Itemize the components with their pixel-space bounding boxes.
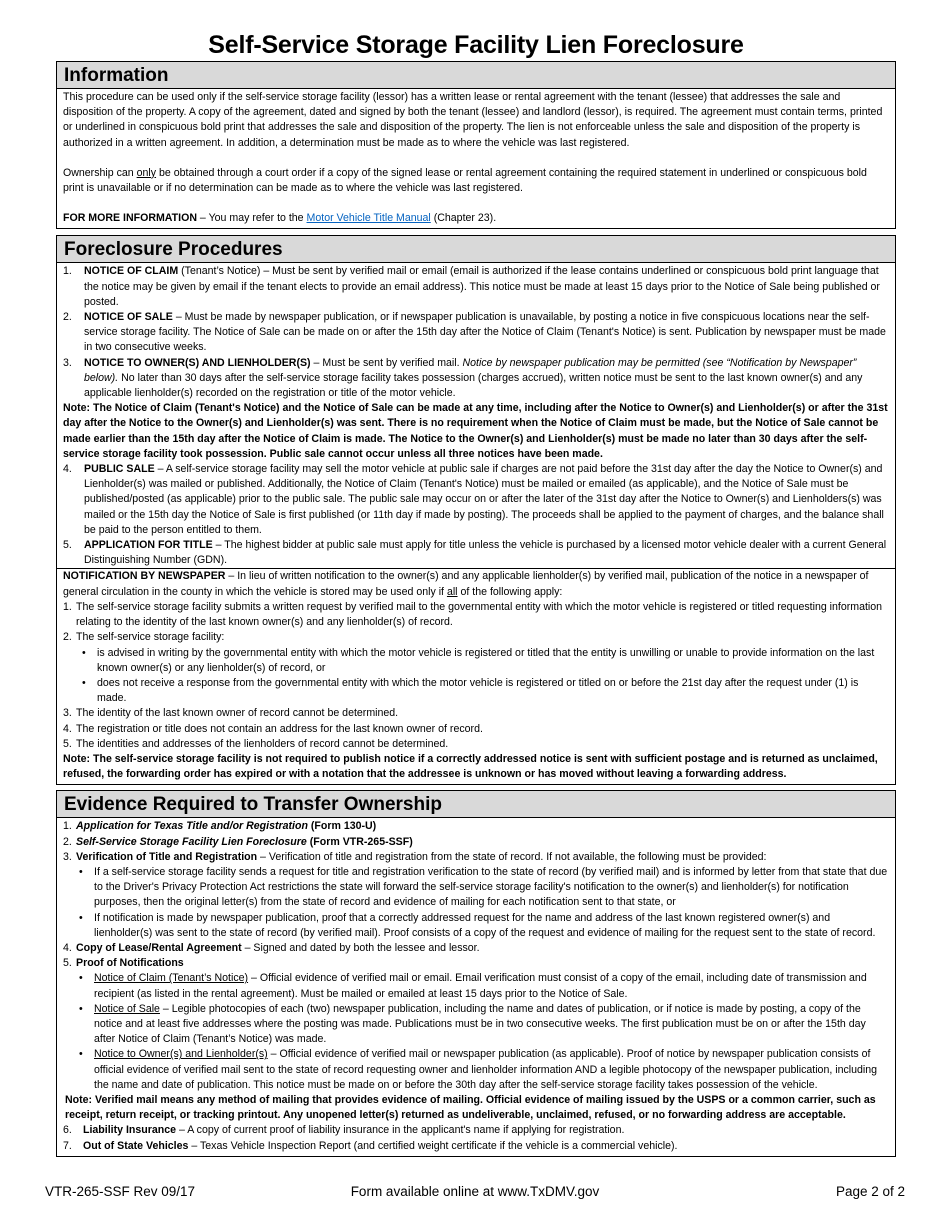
evidence-heading: Evidence Required to Transfer Ownership: [57, 791, 895, 818]
info-paragraph-1: This procedure can be used only if the self-service storage facility (lessor) has a written lease or rental agreement with the tenant (lessee) that addresses the sale and disposition of the property. A copy of the agreement, dated and signed by both the tenant (lessee) and landlord (lessor), is required. The agreement must contain terms, printed or underlined in conspicuous bold print that addresses the sale and disposition of the property. The lien is not enforceable unless the sale and disposition of the property is authorized in a written agreement. In addition, a determination must be made as to where the vehicle was last registered.: [63, 91, 883, 149]
list-item: 1. The self-service storage facility submits a written request by verified mail to the governmental entity with which the motor vehicle is registered or titled requesting information relating to the identity of the last known owner(s) and any lienholder(s) of record.: [63, 600, 883, 629]
list-item: 4. Copy of Lease/Rental Agreement – Signed and dated by both the lessee and lessor.: [63, 941, 480, 954]
bullet-item: • is advised in writing by the governmental entity with which the motor vehicle is registered or titled that the entity is unwilling or unable to provide information on the last known owner(s) or any lienholder(s) of record, or: [79, 646, 889, 676]
list-item: 7. Out of State Vehicles – Texas Vehicle Inspection Report (and certified weight certificate if the vehicle is a commercial vehicle).: [63, 1139, 678, 1152]
info-paragraph-2: Ownership can only be obtained through a court order if a copy of the signed lease or rental agreement containing the required statement in underlined or conspicuous bold print is unavailable or if no determination can be made as to where the vehicle was last registered.: [63, 166, 867, 195]
list-item: 1. Application for Texas Title and/or Registration (Form 130-U): [63, 820, 377, 833]
foreclosure-note: Note: The Notice of Claim (Tenant's Notice) and the Notice of Sale can be made at any time, including after the Notice to Owner(s) and Lienholder(s) or after the 31st day after the Notice to the Owner(s) and Lienholder(s) was sent. There is no requirement when the Notice of Claim must be made, but the Notice of Sale cannot be made earlier than the 15th day after the Notice of Claim is made. The Notice to the Owner(s) and Lienholder(s) must be made no later than 30 days after the self-service storage facility took possession. Public sale cannot occur unless all three notices have been made.: [63, 402, 888, 460]
bullet-item: • If notification is made by newspaper publication, proof that a correctly addressed request for the name and address of the last known registered owner(s) and lienholder(s) was sent to the state of record (by verified mail). Proof consists of a copy of the request and evidence of mailing for the request sent to the state of record.: [76, 911, 889, 941]
bullet-item: • If a self-service storage facility sends a request for title and registration verification to the state of record (by verified mail) and is informed by letter from that state that due to the Driver's Privacy Protection Act restrictions the state will forward the self-service storage facility's notification to the owner(s) and lienholder(s) for notification purposes, then the original letter(s) from the state of record and evidence of mailing for each notification sent to that state, or: [76, 865, 889, 911]
list-item: 4. The registration or title does not contain an address for the last known owner of record.: [63, 722, 483, 735]
list-item: 5. The identities and addresses of the lienholders of record cannot be determined.: [63, 737, 449, 750]
bullet-item: • Notice to Owner(s) and Lienholder(s) – Official evidence of verified mail or newspaper publication (as applicable). Proof of notice by newspaper publication consists of official evidence of verified mail sent to the state of record requesting owner and lienholder information AND a legible photocopy of the newspaper publication, including the name and date of publication. This notice must be made on or before the 30th day after the self-service storage facility takes possession of the vehicle.: [76, 1047, 889, 1093]
bullet-item: • Notice of Sale – Legible photocopies of each (two) newspaper publication, including the name and dates of publication, or if notice is made by posting, a copy of the notice and at least five addresses where the posting was made. Publications must be in two consecutive weeks. The first publication must be on or after the 15th day after Notice of Claim (Tenant’s Notice) was made.: [76, 1002, 889, 1048]
form-online-notice: Form available online at www.TxDMV.gov: [350, 1184, 600, 1199]
information-section: [56, 61, 896, 229]
list-item: 3. NOTICE TO OWNER(S) AND LIENHOLDER(S) – Must be sent by verified mail. Notice by newspaper publication may be permitted (see “Notification by Newspaper” below). No later than 30 days after the self-service storage facility takes possession (charges accrued), written notice must be sent to the last known owner(s) and any applicable lienholder(s) recorded on the registration or title of the motor vehicle.: [63, 356, 863, 400]
list-item: 3. Verification of Title and Registration – Verification of title and registration from the state of record. If not available, the following must be provided: • If a self-service storage facility sends a request for title and registration verification to the state of record (by verified mail) and is informed by letter from that state that due to the Driver's Privacy Protection Act restrictions the state will forward the self-service storage facility's notification to the owner(s) and lienholder(s) for notification purposes, then the original letter(s) from the state of record and evidence of mailing for each notification sent to that state, or • If notification is made by newspaper publication, proof that a correctly addressed request for the name and address of the last known registered owner(s) and lienholder(s) was sent to the state of record (by verified mail). Proof consists of a copy of the request and evidence of mailing for the request sent to the state of record.: [63, 850, 889, 941]
information-heading: Information: [57, 62, 895, 89]
list-item: 1. NOTICE OF CLAIM (Tenant’s Notice) – Must be sent by verified mail or email (email is authorized if the lease contains underlined or conspicuous bold print language that the notice may be given by email if the tenant elects to provide an email address). This notice must be made at least 15 days prior to the Notice of Sale being published or posted.: [63, 265, 880, 308]
foreclosure-heading: Foreclosure Procedures: [57, 236, 895, 263]
list-item: 4. PUBLIC SALE – A self-service storage facility may sell the motor vehicle at public sale if charges are not paid before the 31st day after the day the Notice to Owner(s) and Lienholder(s) was mailed or published. Additionally, the Notice of Claim (Tenant's Notice) must be mailed or emailed (as applicable), and the Notice of Sale must be published/posted (as applicable) prior to the public sale. The public sale may occur on or after the later of the 31st day after the Notice to Owner(s) and Lienholders(s) was mailed or the 15th day the Notice of Sale is first published (or 11th day if made by posting). The proceeds shall be applied to the payment of charges, and the balance shall be paid to the person entitled to them.: [63, 463, 884, 536]
page-title: Self-Service Storage Facility Lien Foreclosure: [208, 31, 744, 59]
bullet-item: • Notice of Claim (Tenant’s Notice) – Official evidence of verified mail or email. Email verification must consist of a copy of the email, including date of transmission and recipient (as listed in the rental agreement). Must be mailed or emailed at least 15 days prior to the Notice of Sale.: [76, 971, 889, 1001]
motor-vehicle-title-manual-link[interactable]: Motor Vehicle Title Manual: [306, 212, 431, 225]
page-footer: [45, 1182, 905, 1202]
list-item: 5. Proof of Notifications • Notice of Claim (Tenant’s Notice) – Official evidence of verified mail or email. Email verification must consist of a copy of the email, including date of transmission and recipient (as listed in the rental agreement). Must be mailed or emailed at least 15 days prior to the Notice of Sale. • Notice of Sale – Legible photocopies of each (two) newspaper publication, including the name and dates of publication, or if notice is made by posting, a copy of the notice and at least five addresses where the posting was made. Publications must be in two consecutive weeks. The first publication must be on or after the 15th day after Notice of Claim (Tenant’s Notice) was made. • Notice to Owner(s) and Lienholder(s) – Official evidence of verified mail or newspaper publication (as applicable). Proof of notice by newspaper publication consists of official evidence of verified mail sent to the state of record requesting owner and lienholder information AND a legible photocopy of the newspaper publication, including the name and date of publication. This notice must be made on or before the 30th day after the self-service storage facility takes possession of the vehicle.: [63, 956, 889, 1093]
list-item: 2. Self-Service Storage Facility Lien Foreclosure (Form VTR-265-SSF): [63, 835, 413, 848]
list-item: 6. Liability Insurance – A copy of current proof of liability insurance in the applicant's name if applying for registration.: [63, 1124, 625, 1137]
newspaper-note: Note: The self-service storage facility is not required to publish notice if a correctly addressed notice is sent with sufficient postage and is returned as unclaimed, refused, the forwarding order has expired or with a notation that the addressee is unknown or has moved without leaving a forwarding address.: [63, 752, 878, 781]
list-item: 5. APPLICATION FOR TITLE – The highest bidder at public sale must apply for title unless the vehicle is purchased by a licensed motor vehicle dealer with a current General Distinguishing Number (GDN).: [63, 539, 887, 567]
foreclosure-section: [56, 235, 896, 785]
page-number: Page 2 of 2: [835, 1184, 905, 1199]
more-information: FOR MORE INFORMATION – You may refer to the Motor Vehicle Title Manual (Chapter 23).: [63, 212, 497, 225]
bullet-item: • does not receive a response from the governmental entity with which the motor vehicle is registered or titled on or before the 21st day after the request under (1) is made.: [79, 676, 889, 706]
evidence-note: Note: Verified mail means any method of mailing that provides evidence of mailing. Official evidence of mailing issued by the USPS or a common carrier, such as receipt, return receipt, or tracking printout. Any unopened letter(s) returned as undeliverable, unclaimed, refused, or no forwarding address are acceptable.: [65, 1093, 876, 1122]
newspaper-intro: NOTIFICATION BY NEWSPAPER – In lieu of written notification to the owner(s) and any applicable lienholder(s) by verified mail, publication of the notice in a newspaper of general circulation in the county in which the vehicle is stored may be used only if all of the following apply:: [63, 570, 869, 598]
newspaper-block: [57, 568, 895, 782]
list-item: 2. NOTICE OF SALE – Must be made by newspaper publication, or if newspaper publication is unavailable, by posting a notice in five conspicuous locations near the self-service storage facility. The Notice of Sale can be made on or after the 15th day after the Notice of Claim (Tenant's Notice) is sent. Publication by newspaper must be made in two consecutive weeks.: [63, 311, 886, 354]
list-item: 3. The identity of the last known owner of record cannot be determined.: [63, 707, 399, 720]
evidence-section: [56, 790, 896, 1156]
list-item: 2. The self-service storage facility: • is advised in writing by the governmental entity with which the motor vehicle is registered or titled that the entity is unwilling or unable to provide information on the last known owner(s) or any lienholder(s) of record, or • does not receive a response from the governmental entity with which the motor vehicle is registered or titled on or before the 21st day after the request under (1) is made.: [63, 630, 889, 706]
form-number: VTR-265-SSF Rev 09/17: [45, 1184, 196, 1199]
